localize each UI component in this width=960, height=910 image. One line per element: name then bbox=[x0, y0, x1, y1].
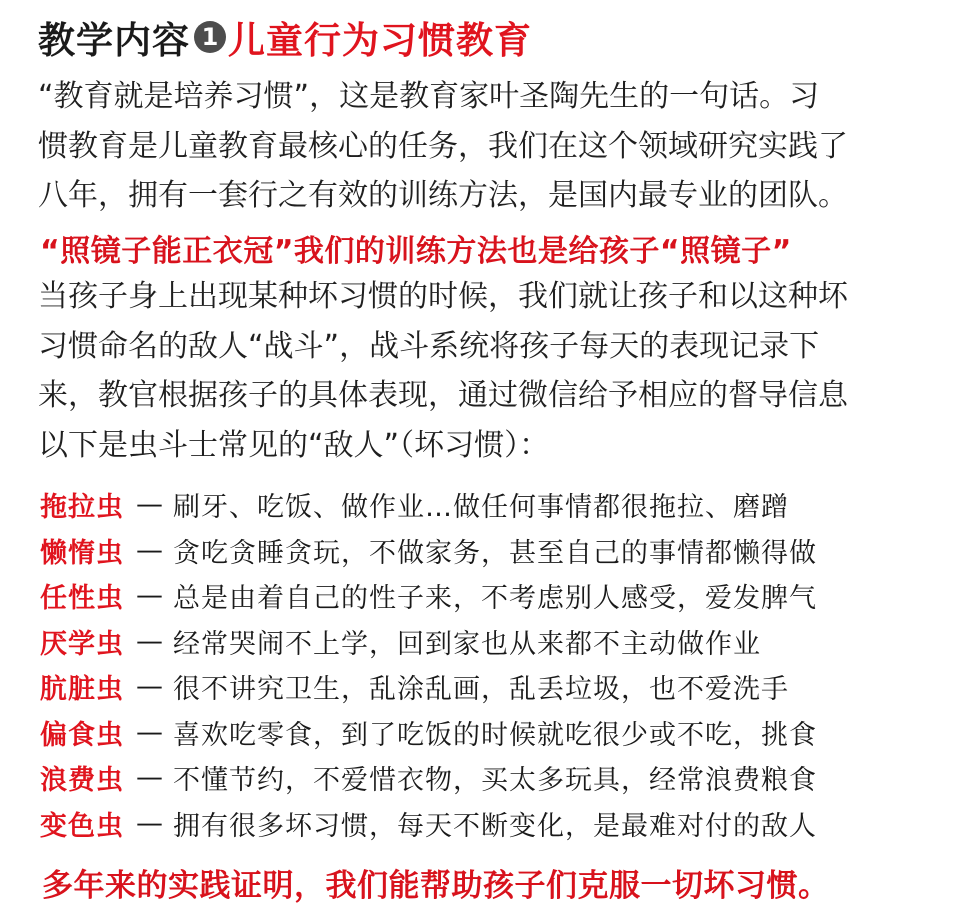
intro-paragraph bbox=[38, 72, 928, 221]
bug-name: 肮脏虫 bbox=[40, 674, 124, 706]
bug-name: 懒惰虫 bbox=[40, 537, 124, 569]
bug-description: 拥有很多坏习惯，每天不断变化，是最难对付的敌人 bbox=[173, 810, 817, 842]
bug-name: 任性虫 bbox=[40, 583, 124, 615]
method-paragraph bbox=[38, 272, 928, 470]
intro-line: “教育就是培养习惯”，这是教育家叶圣陶先生的一句话。习 bbox=[38, 79, 820, 114]
bug-description: 不懂节约，不爱惜衣物，买太多玩具，经常浪费粮食 bbox=[173, 765, 817, 797]
bug-description: 刷牙、吃饭、做作业…做任何事情都很拖拉、磨蹭 bbox=[173, 492, 789, 524]
heading-title: 儿童行为习惯教育 bbox=[228, 19, 532, 62]
list-item bbox=[40, 755, 920, 801]
section-heading bbox=[38, 14, 532, 60]
dash-separator: — bbox=[136, 580, 163, 612]
method-line: 来，教官根据孩子的具体表现，通过微信给予相应的督导信息 bbox=[38, 378, 848, 413]
intro-line: 惯教育是儿童教育最核心的任务，我们在这个领域研究实践了 bbox=[38, 128, 848, 164]
method-subheading: “照镜子能正衣冠”我们的训练方法也是给孩子“照镜子” bbox=[40, 234, 792, 269]
dash-separator: — bbox=[136, 489, 163, 521]
heading-label: 教学内容 bbox=[38, 19, 190, 62]
list-item bbox=[40, 710, 920, 756]
dash-separator: — bbox=[136, 625, 163, 657]
dash-separator: — bbox=[136, 807, 163, 839]
bug-description: 喜欢吃零食，到了吃饭的时候就吃很少或不吃，挑食 bbox=[173, 719, 817, 751]
method-line: 以下是虫斗士常见的“敌人”（坏习惯）： bbox=[38, 427, 550, 463]
method-line: 当孩子身上出现某种坏习惯的时候，我们就让孩子和以这种坏 bbox=[38, 279, 848, 314]
method-line: 习惯命名的敌人“战斗”，战斗系统将孩子每天的表现记录下 bbox=[38, 328, 820, 364]
number-badge: 1 bbox=[194, 21, 226, 53]
bug-name: 偏食虫 bbox=[40, 719, 124, 751]
bad-habit-list bbox=[40, 482, 920, 846]
dash-separator: — bbox=[136, 671, 163, 703]
dash-separator: — bbox=[136, 762, 163, 794]
bug-description: 很不讲究卫生，乱涂乱画，乱丢垃圾，也不爱洗手 bbox=[173, 674, 789, 706]
bug-name: 厌学虫 bbox=[40, 628, 124, 660]
list-item bbox=[40, 482, 920, 528]
list-item bbox=[40, 528, 920, 574]
closing-statement: 多年来的实践证明，我们能帮助孩子们克服一切坏习惯。 bbox=[42, 868, 830, 904]
bug-description: 贪吃贪睡贪玩，不做家务，甚至自己的事情都懒得做 bbox=[173, 537, 817, 569]
bug-description: 总是由着自己的性子来，不考虑别人感受，爱发脾气 bbox=[173, 583, 817, 615]
bug-name: 拖拉虫 bbox=[40, 492, 124, 524]
list-item bbox=[40, 664, 920, 710]
list-item bbox=[40, 619, 920, 665]
bug-name: 浪费虫 bbox=[40, 765, 124, 797]
bug-description: 经常哭闹不上学，回到家也从来都不主动做作业 bbox=[173, 628, 761, 660]
list-item bbox=[40, 801, 920, 847]
dash-separator: — bbox=[136, 716, 163, 748]
bug-name: 变色虫 bbox=[40, 810, 124, 842]
dash-separator: — bbox=[136, 534, 163, 566]
intro-line: 八年，拥有一套行之有效的训练方法，是国内最专业的团队。 bbox=[38, 178, 848, 213]
list-item bbox=[40, 573, 920, 619]
